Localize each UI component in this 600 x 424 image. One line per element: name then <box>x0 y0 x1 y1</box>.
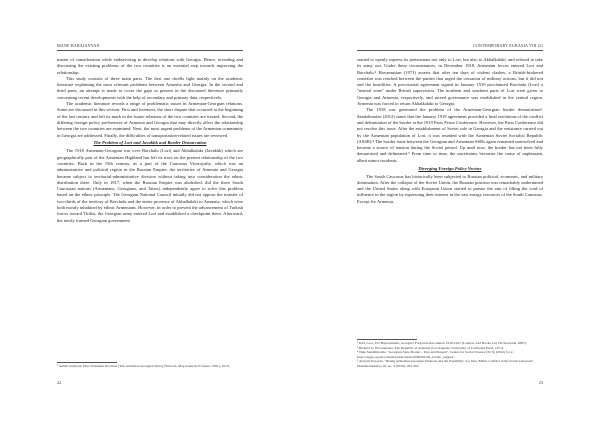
footnote: ¹ Anhalt Janalyan, Hay-Vratsakan Kovitner [The Armenian-Georgian Wars] (Yerevan, Mag Analytical Center, 1991), 16-21. <box>57 364 231 368</box>
right-page <box>300 0 600 424</box>
footnote: http://csgge.org/en/content/publications/2009/09/dfa_border_rugged/. <box>357 354 455 359</box>
footnote: ³ Richard G. Hovannisian, The Republic of Armenia (Los Angeles, University of California Press, 1971). <box>357 345 505 350</box>
paragraph: started to openly express its pretensions not only to Lori, but also to Akhalkalaki, and refused to take its army out. Under these circumstances, in December 1918, Armenian forces entered Lori and Borchalu.² Hovannisian (1971) asserts that after ten days of violent clashes, a British-brokered ceasefire was reached between the parties that urged the cessation of military actions, but it did not end the hostilities. A provisional agreement signed in January 1919 proclaimed Borchalu (Lori) a "neutral zone" under British supervision. The northern and southern parts of Lori were given to Georgia and Armenia, respectively, and mixed governance was established in the central region. Armenia was forced to return Akhalkalaki to Georgia. <box>357 57 543 107</box>
footnote: ⁵ Artyom Tonoyan, "Rising Armenian-Georgian Tensions and the Possibility of a New Ethnic Conflict in the South Caucasus", Demokratizatsiya 18, no. 4 (2010): 291-302. <box>357 359 535 368</box>
header-rule <box>57 50 243 51</box>
page-number: 23 <box>538 380 543 385</box>
section-heading: Diverging Foreign Policy Vectors <box>418 165 482 171</box>
footnotes <box>357 341 543 369</box>
paragraph: The academic literature reveals a range of problematic issues in Armenian-Georgian relations. Some are discussed in this section. First and foremost, the short dispute that occurred at the beginning of the last century and left its mark in the future relations of the two countries are treated. Second, the differing foreign policy preferences of Armenia and Georgia that may directly affect the relationship between the two countries are examined. Next, the most urgent problems of the Armenian community in Georgia are addressed. Finally, the difficulties of transportation-related issues are reviewed. <box>57 101 243 138</box>
footnotes <box>57 364 243 369</box>
footnote-rule <box>357 339 417 340</box>
running-head: CONTEMPORARY EURASIA VIII (2) <box>472 43 543 48</box>
footnote-rule <box>57 362 117 363</box>
page-number: 22 <box>57 380 62 385</box>
header-rule <box>357 50 543 51</box>
paragraph: This study consists of three main parts. The first one dwells light mainly on the academic literature explaining the most relevant problems between Armenia and Georgia. In the second and third parts, an attempt is made to cover the gaps at present in the discussed literature primarily concerning recent developments with the help of secondary and primary data, respectively. <box>57 75 243 100</box>
footnote: ⁴ Nika Sandzhiradze, "Georgian Slate Border – Past and Present", Center for Social Science (SCS) (2012) 9-12. <box>357 350 514 355</box>
paragraph: The 1918 war generated the problem of the Armenian-Georgian border demarcation³. Sandzhiradze (2012) states that the January 1919 agreement provided a final resolution of the conflict and delimitation of the border at the 1919 Paris Peace Conference. However, the Paris Conference did not resolve this issue. After the establishment of Soviet rule in Georgia and the resistance carried out by the Armenian population of Lori, it was reunited with the Armenian Soviet Socialist Republic (ASSR).⁴ The border issue between the Georgian and Armenian SSRs again remained unresolved and became a source of tension during the Soviet period. Up until now, the border has not been fully demarcated and delineated.⁵ From time to time, the uncertainty becomes the cause of unpleasant, albeit minor incidents. <box>357 107 543 163</box>
body-text <box>57 57 243 224</box>
paragraph: matter of consideration while endeavoring to develop relations with Georgia. Hence, revealing and discussing the existing problems of the two countries is an essential step towards improving the relationship. <box>57 57 243 75</box>
section-heading: The Problem of Lori and Javakhk and Border Demarcation <box>93 140 207 146</box>
footnote: ² Ibid; Lore, Yla Hayotsemani, Georgia's Forgotten Revolution 1918-1921 (London, Zed Books Ltd, Ha Stewards, 2007). <box>357 341 527 345</box>
paragraph: The South Caucasus has historically been subjected to Russian political, economic, and military domination. After the collapse of the Soviet Union, the Russian position was remarkably undermined and the United States along with European Union started to pursue the aim of filling the void of influence in the region by expressing their interest in the vast energy resources of the South Caucasus. Except for Armenia, <box>357 173 543 204</box>
running-head: MANE BABAJANYAN <box>57 43 100 48</box>
body-text <box>357 57 543 205</box>
paragraph: The 1918 Armenian-Georgian war over Borchalu (Lori) and Akhalkalaki (Javakhk) which are geographically part of the Armenian Highland has left its trace on the present relationship of the two countries. Back in the 19th century, as a part of the Caucasus Viceroyalty, which was an administrative and political region in the Russian Empire, the territories of Armenia and Georgia became subject to territorial-administrative division without taking into consideration the ethnic distribution there. Only in 1917, when the Russian Empire was abolished, did the three South Caucasian nations (Armenians, Georgians, and Tatars) independently agree to solve this problem based on the ethnic principle. The Georgian National Council initially did not oppose the transfer of two-thirds of the territory of Borchalu and the entire province of Akhalkalaki to Armenia, which were both mostly inhabited by ethnic Armenians. However, in order to prevent the advancement of Turkish forces toward Tbilisi, the Georgian army entered Lori and established a checkpoint there. Afterward, the newly formed Georgian government <box>57 148 243 223</box>
